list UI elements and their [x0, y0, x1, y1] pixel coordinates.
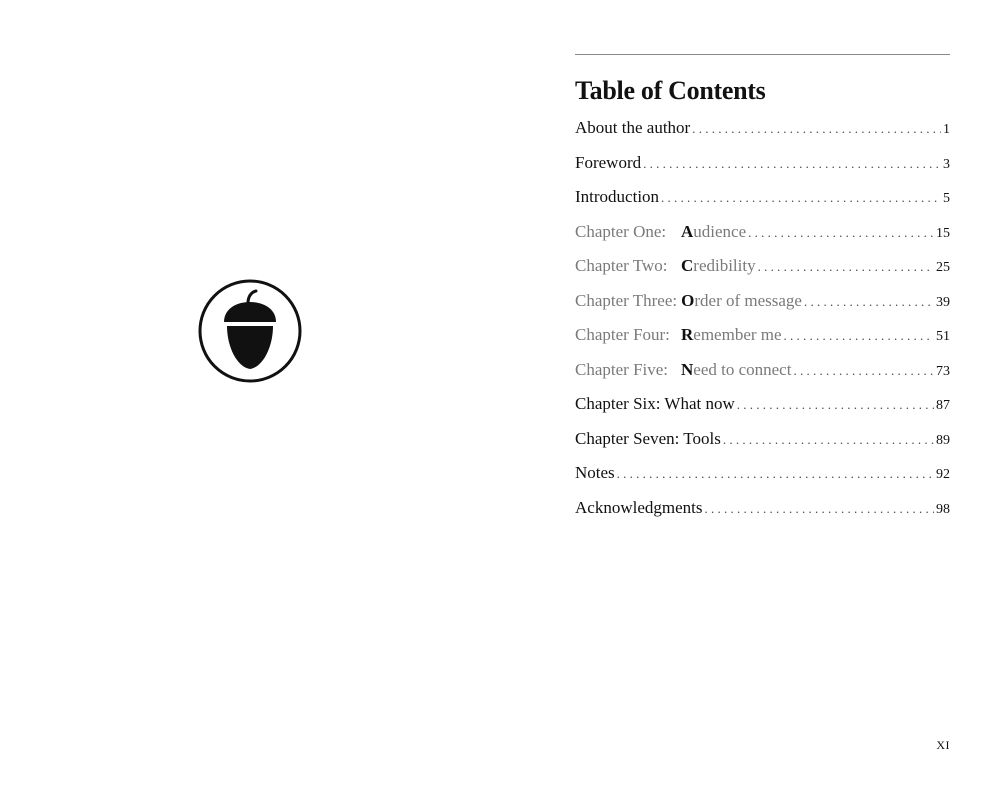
toc-entry-label	[575, 422, 721, 457]
dot-leader	[617, 457, 934, 492]
toc-entry-label	[575, 318, 782, 353]
dot-leader	[661, 181, 941, 216]
toc-entry	[575, 180, 950, 215]
dot-leader	[758, 250, 934, 285]
dot-leader	[793, 354, 934, 389]
dot-leader	[748, 216, 934, 251]
toc-entry	[575, 456, 950, 491]
toc-entry-page: 51	[936, 329, 950, 344]
toc-entry-rest: redibility	[693, 256, 756, 275]
toc-entry-prefix: Chapter Five:	[575, 359, 669, 379]
acorn-icon	[198, 279, 302, 383]
toc-entry	[575, 146, 950, 181]
toc-entry	[575, 318, 950, 353]
toc-entry-label	[575, 111, 690, 146]
dot-leader	[804, 285, 934, 320]
toc-entry	[575, 422, 950, 457]
toc-entry-prefix: Introduction	[575, 187, 660, 206]
toc-entry	[575, 284, 950, 319]
toc-entry-page: 98	[936, 501, 950, 517]
toc-entry-label	[575, 456, 615, 491]
toc-entry-prefix: Acknowledgments	[575, 497, 703, 517]
toc-entry-initial: N	[681, 359, 694, 379]
toc-entry-prefix: Chapter Six: What now	[575, 394, 735, 413]
toc-entry-page: 5	[943, 191, 950, 206]
toc-entry-rest: emember me	[693, 325, 782, 344]
dot-leader	[737, 388, 934, 423]
toc-entry-initial: A	[681, 221, 694, 241]
toc-entry-initial: R	[681, 325, 694, 344]
toc-entry-prefix: Chapter Seven: Tools	[575, 428, 721, 448]
toc-entry-prefix: Chapter Four:	[575, 325, 670, 344]
table-of-contents	[575, 54, 950, 525]
toc-entry-label	[575, 353, 791, 388]
top-rule	[575, 54, 950, 55]
toc-entry-prefix: Notes	[575, 463, 615, 482]
toc-entry-prefix: Chapter Three:	[575, 290, 678, 310]
toc-entry-page: 3	[943, 156, 950, 172]
acorn-emblem	[198, 279, 302, 383]
toc-entry-label	[575, 180, 659, 215]
toc-entry-page: 92	[936, 467, 950, 482]
toc-entry-page: 89	[936, 432, 950, 448]
toc-list	[575, 111, 950, 525]
page-number: XI	[936, 738, 950, 752]
toc-entry	[575, 353, 950, 388]
toc-entry-initial: C	[681, 256, 694, 275]
dot-leader	[784, 319, 934, 354]
dot-leader	[704, 492, 934, 527]
toc-entry-rest: eed to connect	[693, 359, 792, 379]
toc-entry	[575, 491, 950, 526]
toc-entry	[575, 249, 950, 284]
toc-entry-label	[575, 146, 641, 181]
toc-entry-label	[575, 284, 802, 319]
toc-entry-prefix: Foreword	[575, 152, 642, 172]
toc-entry-rest: udience	[693, 221, 747, 241]
toc-entry-page: 25	[936, 260, 950, 275]
toc-entry-prefix: About the author	[575, 118, 691, 137]
toc-entry-page: 73	[936, 363, 950, 379]
toc-entry-page: 1	[943, 122, 950, 137]
toc-entry-label	[575, 249, 756, 284]
toc-entry-label	[575, 387, 735, 422]
toc-entry-page: 15	[936, 225, 950, 241]
toc-entry-label	[575, 215, 746, 250]
toc-entry-prefix: Chapter Two:	[575, 256, 668, 275]
toc-entry-page: 39	[936, 294, 950, 310]
toc-entry-prefix: Chapter One:	[575, 221, 667, 241]
toc-entry	[575, 215, 950, 250]
toc-entry-initial: O	[681, 290, 695, 310]
toc-entry-label	[575, 491, 702, 526]
toc-entry-page: 87	[936, 398, 950, 413]
dot-leader	[692, 112, 941, 147]
dot-leader	[723, 423, 934, 458]
toc-entry-rest: rder of message	[694, 290, 802, 310]
dot-leader	[643, 147, 941, 182]
toc-entry	[575, 387, 950, 422]
toc-entry	[575, 111, 950, 146]
toc-title: Table of Contents	[575, 76, 766, 105]
